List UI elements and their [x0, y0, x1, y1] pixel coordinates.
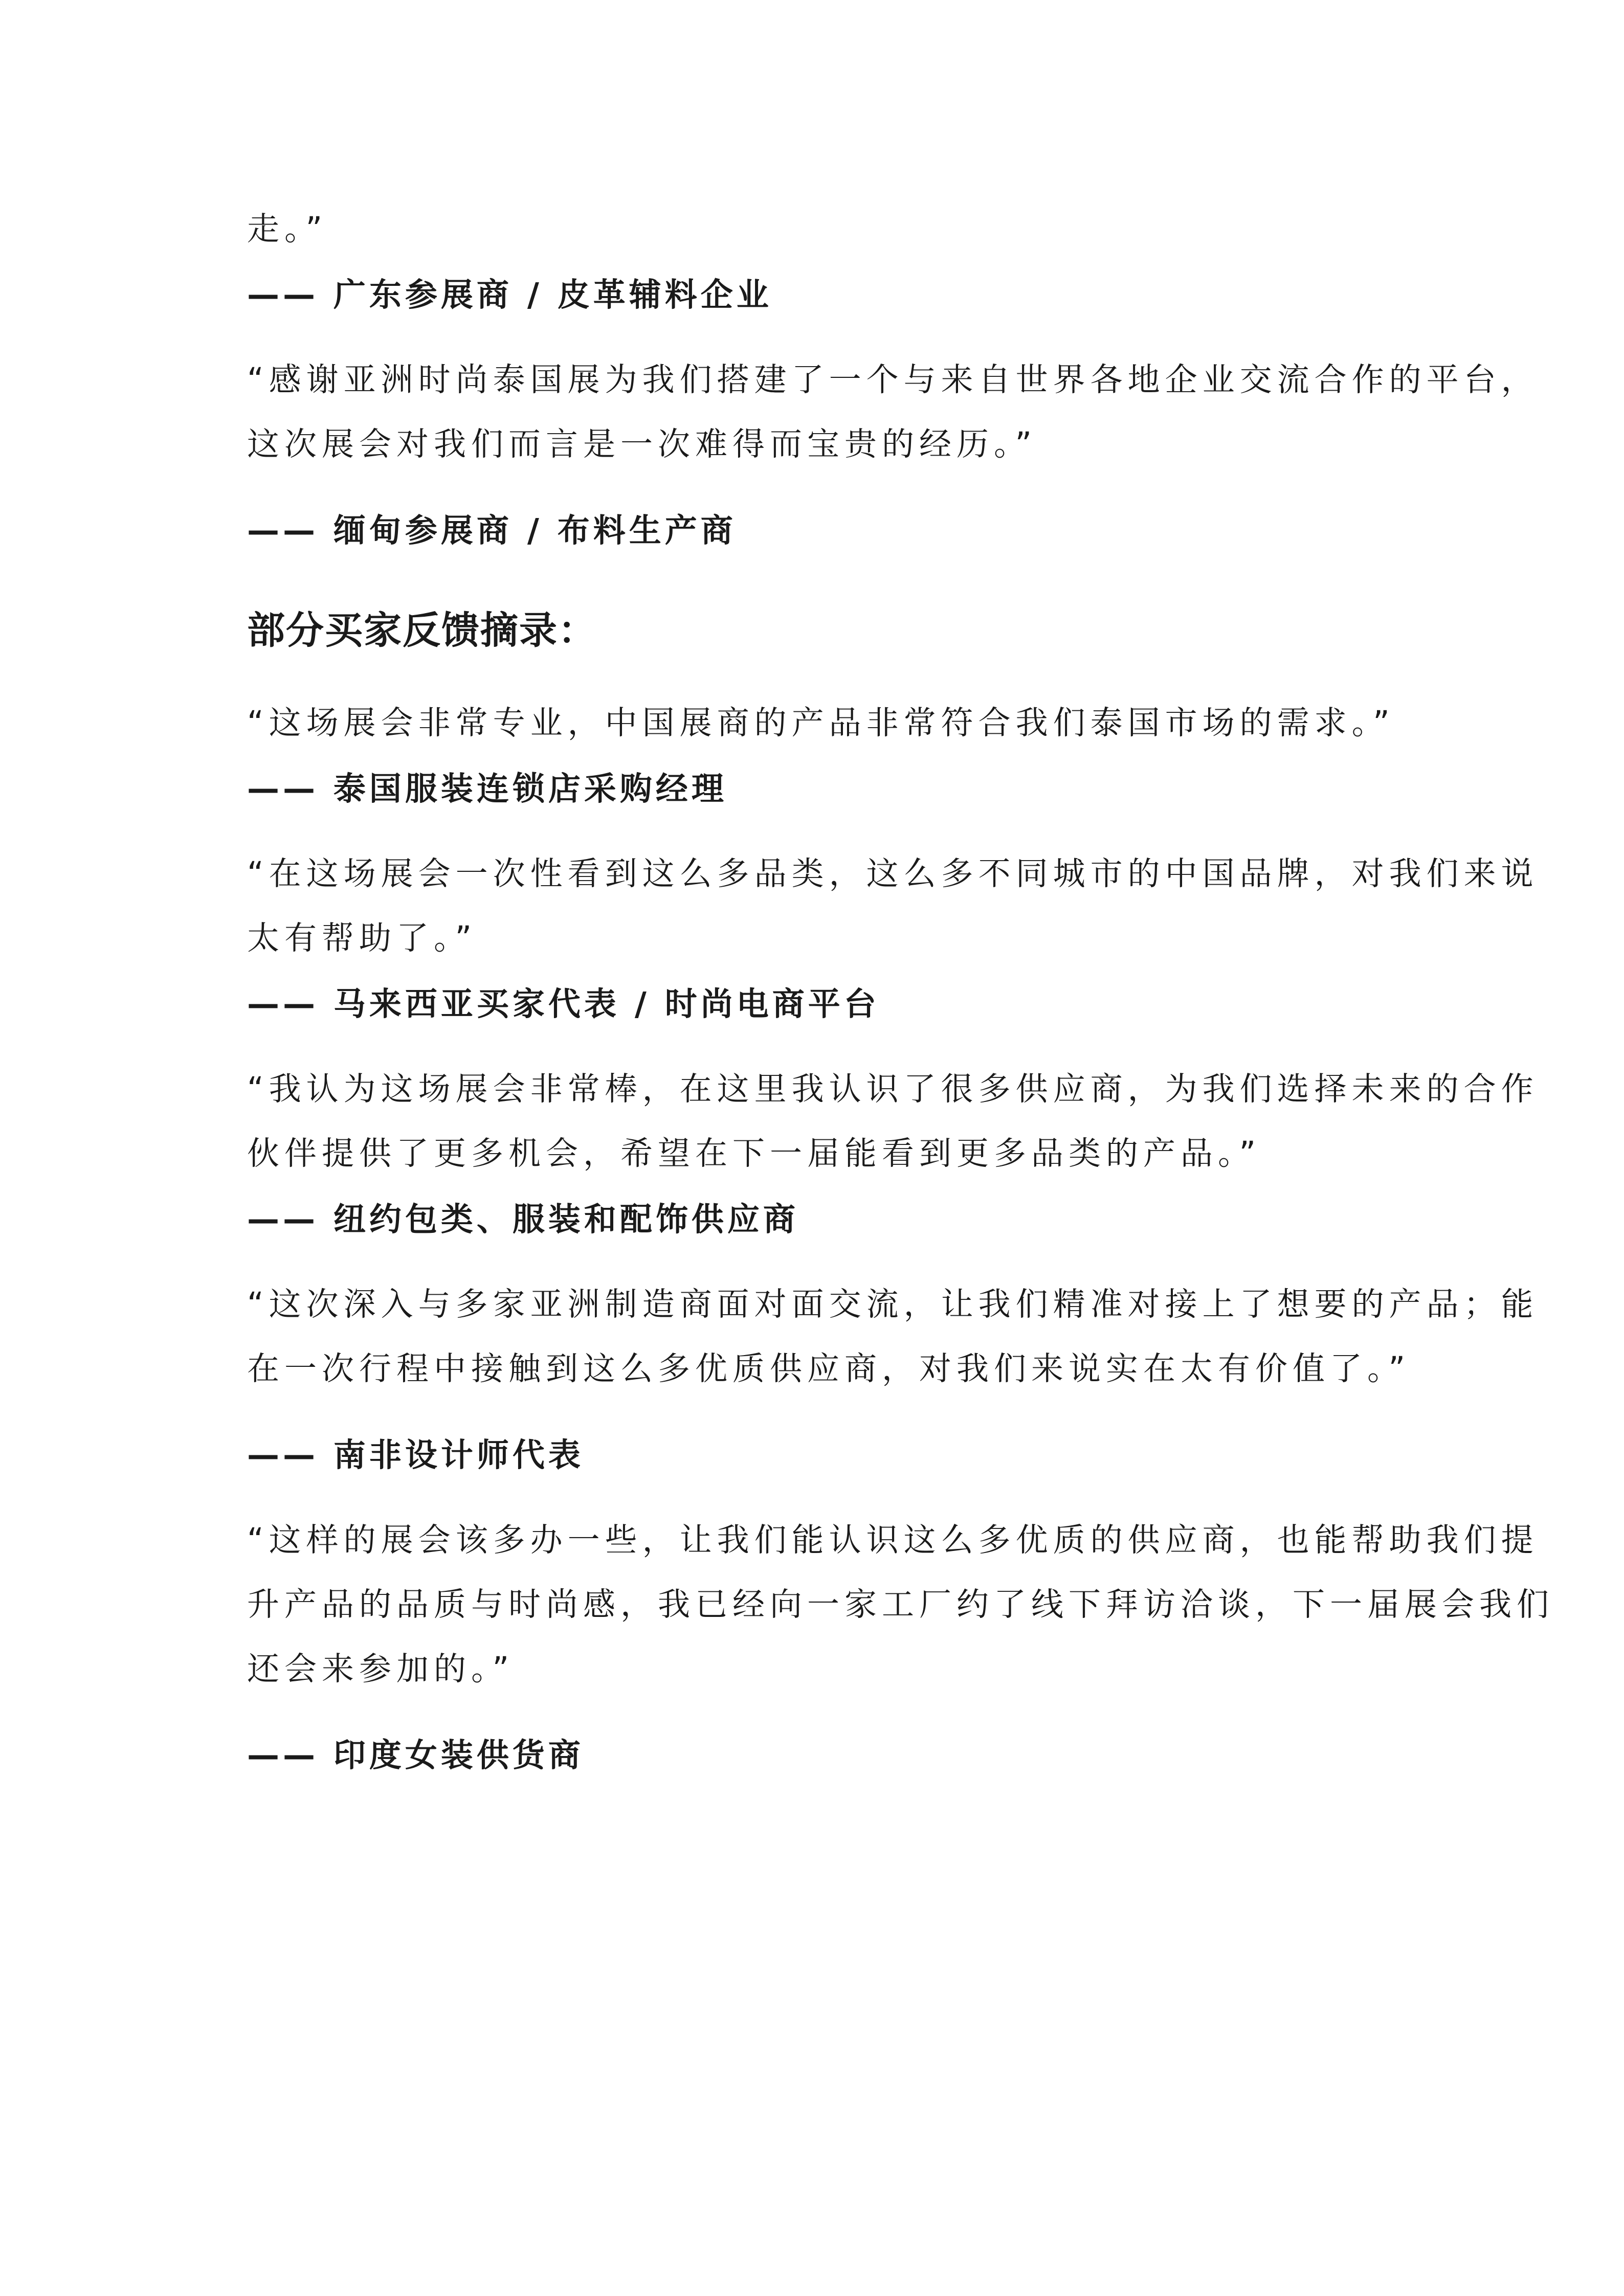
quote-continuation: 走。”: [247, 210, 328, 247]
buyer-quote-5-line-1: “这样的展会该多办一些，让我们能认识这么多优质的供应商，也能帮助我们提: [247, 1521, 1539, 1559]
buyer-attribution-2: —— 马来西亚买家代表 / 时尚电商平台: [247, 985, 880, 1023]
buyer-attribution-1: —— 泰国服装连锁店采购经理: [247, 770, 727, 807]
attribution-myanmar-exhibitor: —— 缅甸参展商 / 布料生产商: [247, 512, 737, 549]
quote-myanmar-line-1: “感谢亚洲时尚泰国展为我们搭建了一个与来自世界各地企业交流合作的平台，: [247, 361, 1539, 398]
buyer-quote-5-line-2: 升产品的品质与时尚感，我已经向一家工厂约了线下拜访洽谈，下一届展会我们: [247, 1586, 1554, 1623]
buyer-attribution-4: —— 南非设计师代表: [247, 1436, 584, 1474]
buyer-quote-3-line-1: “我认为这场展会非常棒，在这里我认识了很多供应商，为我们选择未来的合作: [247, 1070, 1539, 1108]
buyer-quote-1-line-1: “这场展会非常专业，中国展商的产品非常符合我们泰国市场的需求。”: [247, 704, 1395, 741]
quote-myanmar-line-2: 这次展会对我们而言是一次难得而宝贵的经历。”: [247, 425, 1037, 463]
buyer-quote-4-line-1: “这次深入与多家亚洲制造商面对面交流，让我们精准对接上了想要的产品；能: [247, 1286, 1539, 1323]
attribution-guangdong-exhibitor: —— 广东参展商 / 皮革辅料企业: [247, 276, 772, 313]
buyer-attribution-3: —— 纽约包类、服装和配饰供应商: [247, 1201, 799, 1238]
buyer-quote-5-line-3: 还会来参加的。”: [247, 1650, 515, 1687]
buyer-feedback-heading: 部分买家反馈摘录：: [247, 609, 597, 652]
buyer-quote-2-line-1: “在这场展会一次性看到这么多品类，这么多不同城市的中国品牌，对我们来说: [247, 855, 1539, 892]
buyer-attribution-5: —— 印度女装供货商: [247, 1737, 584, 1774]
buyer-quote-2-line-2: 太有帮助了。”: [247, 919, 477, 957]
buyer-quote-4-line-2: 在一次行程中接触到这么多优质供应商，对我们来说实在太有价值了。”: [247, 1350, 1411, 1387]
buyer-quote-3-line-2: 伙伴提供了更多机会，希望在下一届能看到更多品类的产品。”: [247, 1135, 1261, 1172]
